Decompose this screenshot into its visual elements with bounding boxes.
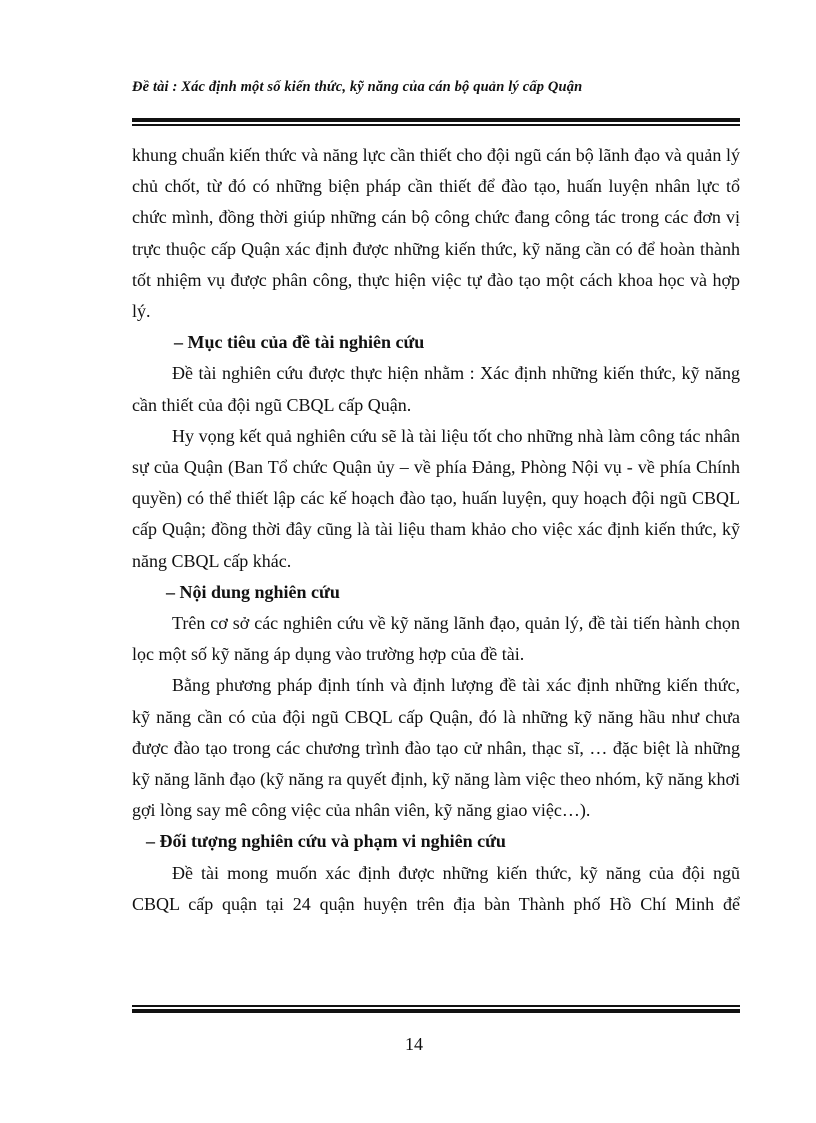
paragraph-intro-continued: khung chuẩn kiến thức và năng lực cần thiết cho đội ngũ cán bộ lãnh đạo và quản lý chủ chốt, từ đó có những biện pháp cần thiết để đào tạo, huấn luyện nhân lực tổ chức mình, đồng thời giúp những cán bộ công chức đang công tác trong các đơn vị trực thuộc cấp Quận xác định được những kiến thức, kỹ năng cần có để hoàn thành tốt nhiệm vụ được phân công, thực hiện việc tự đào tạo một cách khoa học và hợp lý. xyxy=(132,145,741,322)
section-heading-objectives: – Mục tiêu của đề tài nghiên cứu xyxy=(174,332,425,353)
paragraph-objectives: Đề tài nghiên cứu được thực hiện nhằm : Xác định những kiến thức, kỹ năng cần thiết của đội ngũ CBQL cấp Quận. xyxy=(132,363,741,415)
body-text xyxy=(132,140,740,920)
paragraph-expected-results: Hy vọng kết quả nghiên cứu sẽ là tài liệu tốt cho những nhà làm công tác nhân sự của Quận (Ban Tổ chức Quận ủy – về phía Đảng, Phòng Nội vụ - về phía Chính quyền) có thể thiết lập các kế hoạch đào tạo, huấn luyện, quy hoạch đội ngũ CBQL cấp Quận; đồng thời đây cũng là tài liệu tham khảo cho việc xác định kiến thức, kỹ năng CBQL cấp khác. xyxy=(132,425,741,571)
footer-rule-thin xyxy=(132,1005,740,1007)
section-heading-content: – Nội dung nghiên cứu xyxy=(166,581,340,602)
page-number: 14 xyxy=(405,1034,423,1054)
paragraph-research-basis: Trên cơ sở các nghiên cứu về kỹ năng lãnh đạo, quản lý, đề tài tiến hành chọn lọc một số kỹ năng áp dụng vào trường hợp của đề tài. xyxy=(132,613,741,665)
paragraph-methods: Bằng phương pháp định tính và định lượng đề tài xác định những kiến thức, kỹ năng cần có của đội ngũ CBQL cấp Quận, đó là những kỹ năng hầu như chưa được đào tạo trong các chương trình đào tạo cử nhân, thạc sĩ, … đặc biệt là những kỹ năng lãnh đạo (kỹ năng ra quyết định, kỹ năng làm việc theo nhóm, kỹ năng khơi gợi lòng say mê công việc của nhân viên, kỹ năng giao việc…). xyxy=(132,675,741,821)
footer-rule-thick xyxy=(132,1009,740,1013)
section-heading-scope: – Đối tượng nghiên cứu và phạm vi nghiên cứu xyxy=(146,831,506,852)
running-header: Đề tài : Xác định một số kiến thức, kỹ năng của cán bộ quản lý cấp Quận xyxy=(132,79,583,95)
paragraph-scope: Đề tài mong muốn xác định được những kiến thức, kỹ năng của đội ngũ CBQL cấp quận tại 24 quận huyện trên địa bàn Thành phố Hồ Chí Minh để xyxy=(132,862,740,914)
header-rule-thin xyxy=(132,124,740,126)
header-rule-thick xyxy=(132,118,740,122)
